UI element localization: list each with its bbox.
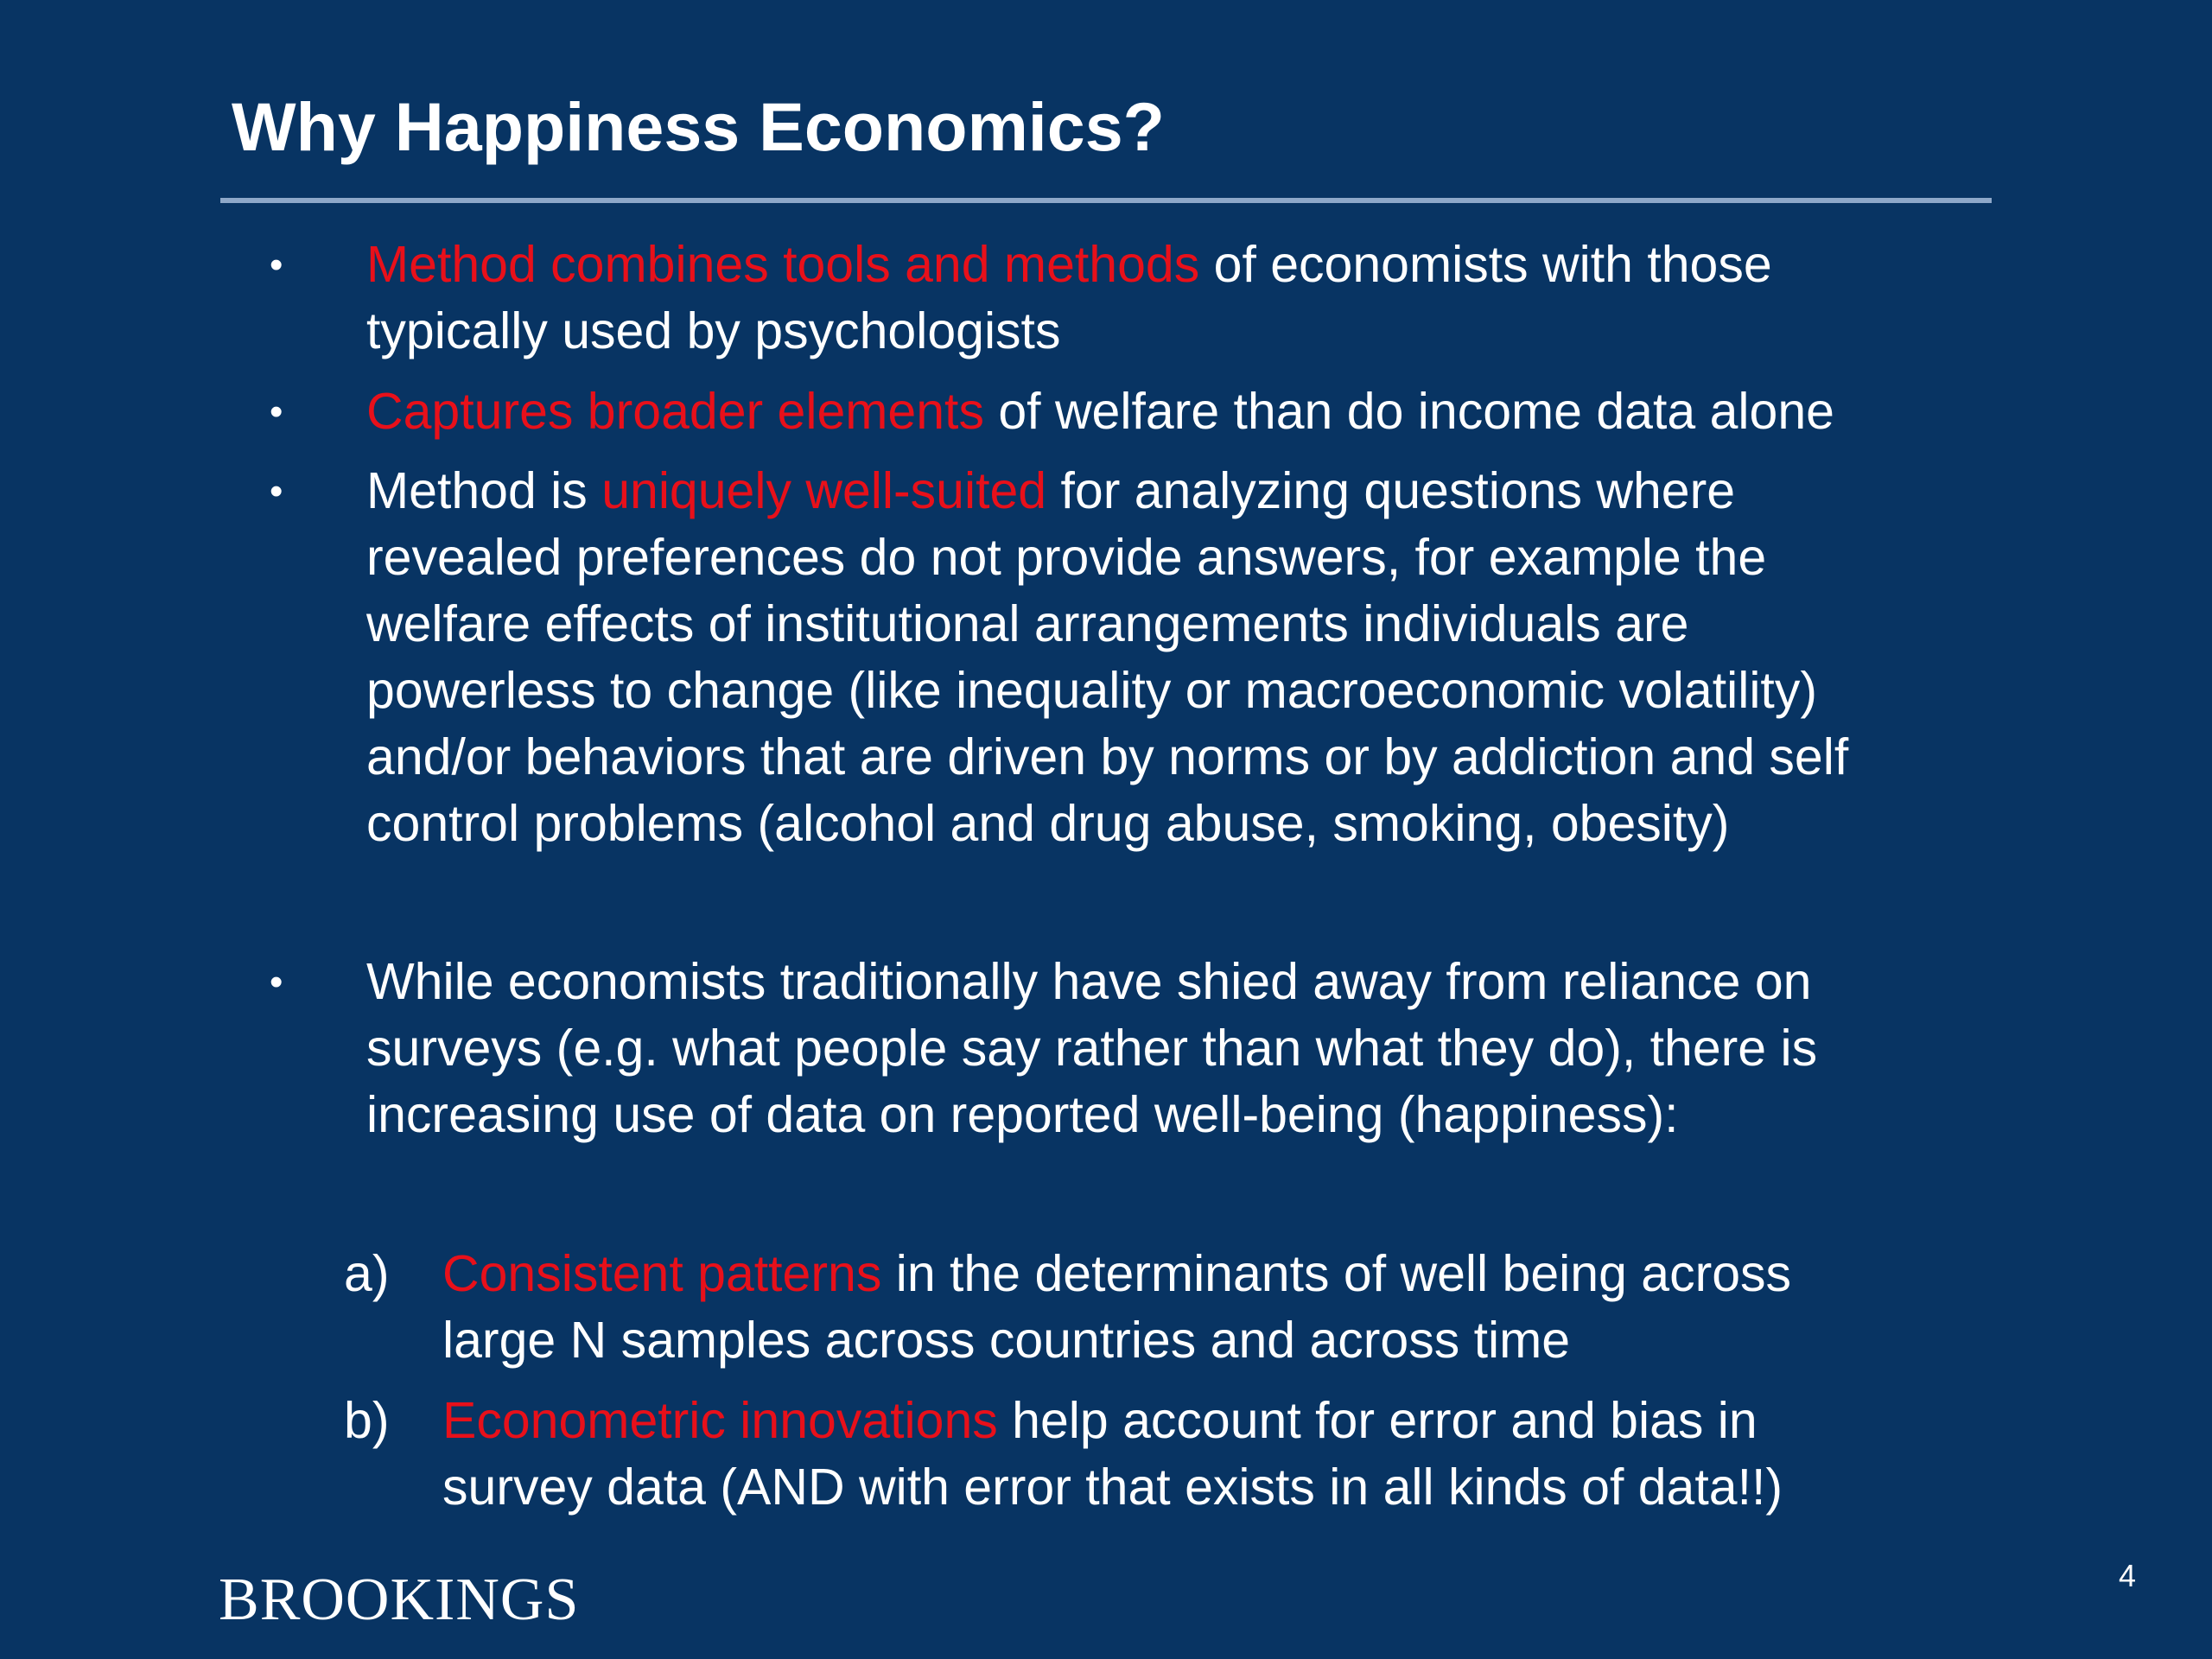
bullet-marker: •	[270, 961, 283, 1003]
sub-point-text	[442, 1241, 1791, 1374]
text-line	[442, 1388, 1783, 1454]
text-line: increasing use of data on reported well-being (happiness):	[366, 1086, 1679, 1143]
slide-title: Why Happiness Economics?	[232, 88, 1165, 165]
text-line: typically used by psychologists	[366, 302, 1061, 359]
highlighted-phrase: uniquely well-suited	[601, 462, 1047, 519]
text-line: While economists traditionally have shied away from reliance on	[366, 953, 1812, 1010]
text-line: large N samples across countries and across time	[442, 1312, 1571, 1369]
text-line	[442, 1241, 1791, 1307]
text-line	[366, 458, 1848, 524]
text-line: survey data (AND with error that exists in all kinds of data!!)	[442, 1459, 1783, 1516]
highlighted-phrase: Econometric innovations	[442, 1392, 998, 1449]
bullet-marker: •	[270, 470, 283, 512]
text-run: for analyzing questions where	[1046, 462, 1736, 519]
text-run: of economists with those	[1199, 236, 1772, 293]
text-run: help account for error and bias in	[997, 1392, 1758, 1449]
text-line: revealed preferences do not provide answers, for example the	[366, 529, 1767, 586]
text-run: Method is	[366, 462, 602, 519]
bullet-marker: •	[270, 244, 283, 286]
brookings-logo: BROOKINGS	[219, 1567, 580, 1633]
text-line: control problems (alcohol and drug abuse, smoking, obesity)	[366, 795, 1730, 852]
highlighted-phrase: Captures broader elements	[366, 383, 984, 440]
title-divider	[220, 198, 1992, 203]
bullet-text	[366, 378, 1834, 445]
sub-point-marker: a)	[344, 1245, 390, 1302]
text-run: of welfare than do income data alone	[983, 383, 1834, 440]
text-line: and/or behaviors that are driven by norms or by addiction and self	[366, 728, 1849, 785]
text-line	[366, 232, 1772, 298]
highlighted-phrase: Method combines tools and methods	[366, 236, 1200, 293]
text-line: surveys (e.g. what people say rather than what they do), there is	[366, 1020, 1818, 1077]
sub-point-text	[442, 1388, 1783, 1521]
page-number: 4	[2119, 1558, 2137, 1593]
text-run: in the determinants of well being across	[881, 1245, 1792, 1302]
bullet-text	[366, 458, 1848, 857]
text-line: welfare effects of institutional arrangements individuals are	[366, 595, 1689, 652]
text-line	[366, 378, 1834, 445]
bullet-text	[366, 949, 1817, 1148]
bullet-marker: •	[270, 391, 283, 433]
highlighted-phrase: Consistent patterns	[442, 1245, 882, 1302]
sub-point-marker: b)	[344, 1392, 390, 1449]
text-line: powerless to change (like inequality or macroeconomic volatility)	[366, 662, 1817, 719]
bullet-text	[366, 232, 1772, 365]
